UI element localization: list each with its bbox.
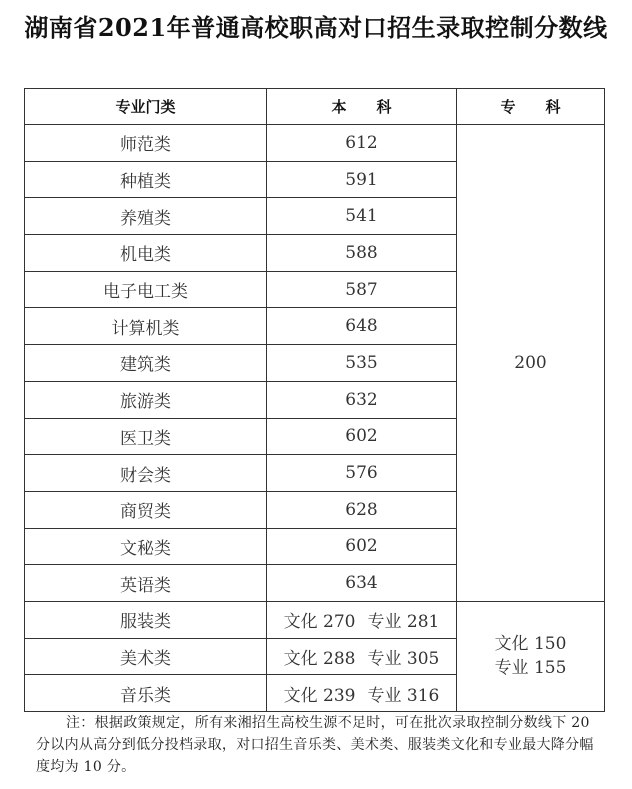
category-cell: 财会类 <box>25 455 267 492</box>
undergrad-score: 535 <box>267 345 457 382</box>
undergrad-score: 632 <box>267 381 457 418</box>
culture-score: 文化 239 <box>283 685 356 706</box>
undergrad-combo-score <box>267 675 457 712</box>
culture-score: 文化 288 <box>283 648 356 669</box>
category-cell: 医卫类 <box>25 418 267 455</box>
undergrad-score: 587 <box>267 271 457 308</box>
table-header-row <box>25 89 605 125</box>
category-cell: 电子电工类 <box>25 271 267 308</box>
category-cell: 机电类 <box>25 235 267 272</box>
header-category: 专业门类 <box>25 89 267 125</box>
undergrad-score: 602 <box>267 418 457 455</box>
culture-score: 文化 270 <box>283 612 356 633</box>
category-cell: 旅游类 <box>25 381 267 418</box>
category-cell: 文秘类 <box>25 528 267 565</box>
category-cell: 音乐类 <box>25 675 267 712</box>
undergrad-combo-score <box>267 601 457 638</box>
category-cell: 养殖类 <box>25 198 267 235</box>
category-cell: 计算机类 <box>25 308 267 345</box>
undergrad-combo-score <box>267 638 457 675</box>
category-cell: 美术类 <box>25 638 267 675</box>
header-associate: 专 科 <box>457 89 605 125</box>
undergrad-score: 612 <box>267 125 457 162</box>
undergrad-score: 588 <box>267 235 457 272</box>
score-table <box>24 88 605 712</box>
undergrad-score: 602 <box>267 528 457 565</box>
major-score: 专业 316 <box>367 685 440 706</box>
undergrad-score: 634 <box>267 565 457 602</box>
page-title: 湖南省2021年普通高校职高对口招生录取控制分数线 <box>24 13 608 42</box>
header-undergrad: 本 科 <box>267 89 457 125</box>
major-score: 专业 305 <box>367 648 440 669</box>
undergrad-score: 628 <box>267 491 457 528</box>
table-row <box>25 125 605 162</box>
major-score: 专业 281 <box>367 612 440 633</box>
associate-major-score: 专业 155 <box>494 658 567 679</box>
category-cell: 种植类 <box>25 161 267 198</box>
category-cell: 商贸类 <box>25 491 267 528</box>
associate-score-groupB <box>457 601 605 711</box>
undergrad-score: 648 <box>267 308 457 345</box>
table-row <box>25 601 605 638</box>
undergrad-score: 576 <box>267 455 457 492</box>
policy-note: 注：根据政策规定，所有来湘招生高校生源不足时，可在批次录取控制分数线下 20 分以内从高分到低分投档录取，对口招生音乐类、美术类、服装类文化和专业最大降分幅度均为 10 分。 <box>36 715 594 775</box>
associate-score-groupA: 200 <box>457 125 605 602</box>
undergrad-score: 541 <box>267 198 457 235</box>
category-cell: 师范类 <box>25 125 267 162</box>
undergrad-score: 591 <box>267 161 457 198</box>
associate-culture-score: 文化 150 <box>494 634 567 655</box>
category-cell: 英语类 <box>25 565 267 602</box>
category-cell: 建筑类 <box>25 345 267 382</box>
category-cell: 服装类 <box>25 601 267 638</box>
